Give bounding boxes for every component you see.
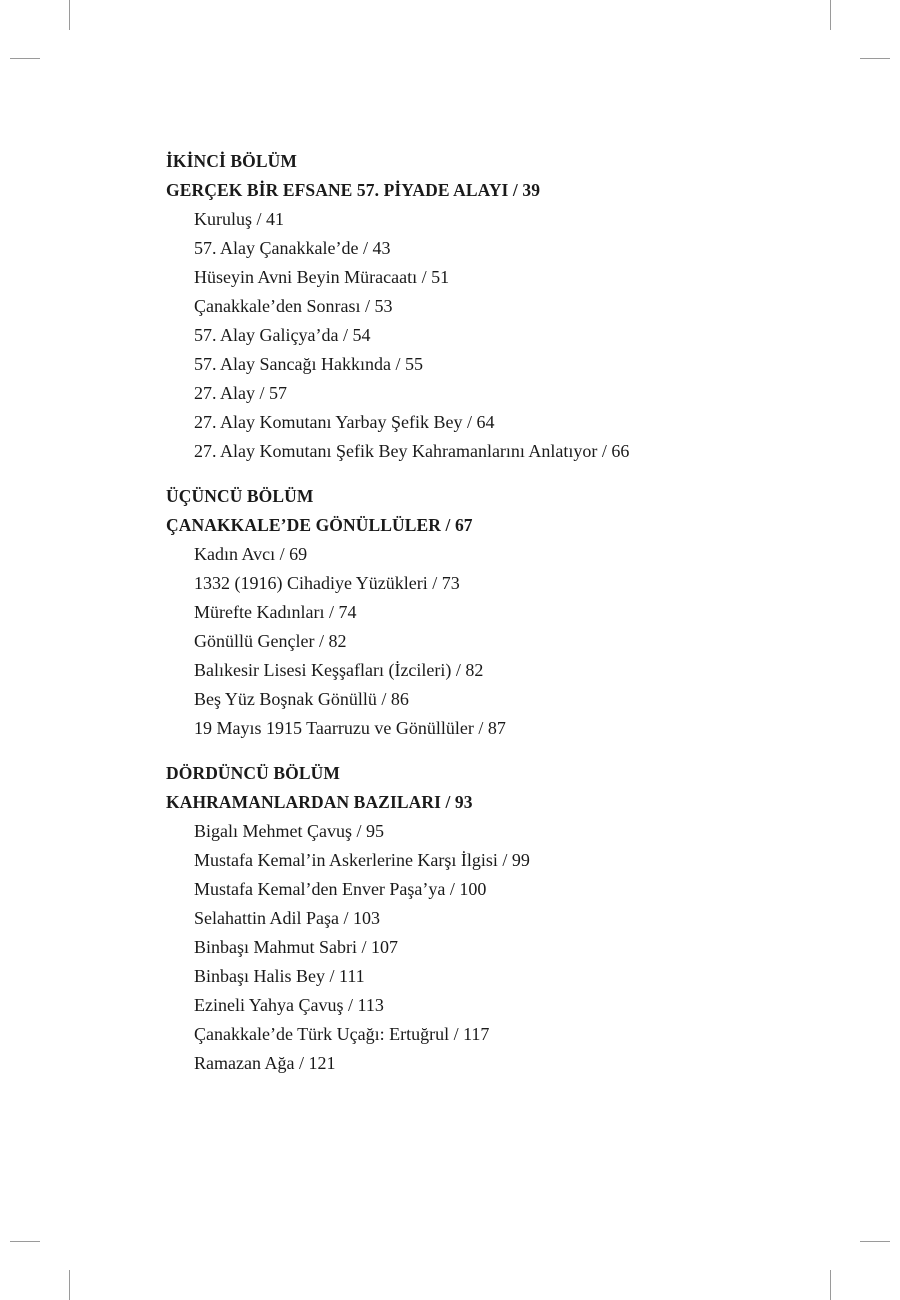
toc-section-ikinci-bolum xyxy=(166,147,866,466)
toc-section-dorduncu-bolum xyxy=(166,759,866,1078)
toc-entry: 19 Mayıs 1915 Taarruzu ve Gönüllüler / 87 xyxy=(194,718,506,738)
section-title: GERÇEK BİR EFSANE 57. PİYADE ALAYI / 39 xyxy=(166,180,541,200)
toc-entry: Gönüllü Gençler / 82 xyxy=(194,631,347,651)
toc-entry: Kadın Avcı / 69 xyxy=(194,544,308,564)
crop-mark-bottom-left-vertical xyxy=(69,1270,70,1300)
toc-entry: 57. Alay Çanakkale’de / 43 xyxy=(194,238,391,258)
toc-entry: Mustafa Kemal’in Askerlerine Karşı İlgisi / 99 xyxy=(194,850,530,870)
toc-entry: Binbaşı Halis Bey / 111 xyxy=(194,966,365,986)
toc-entry: 27. Alay Komutanı Yarbay Şefik Bey / 64 xyxy=(194,412,495,432)
toc-entry: 27. Alay Komutanı Şefik Bey Kahramanlarını Anlatıyor / 66 xyxy=(194,441,630,461)
crop-mark-bottom-right-vertical xyxy=(830,1270,831,1300)
toc-entry: Mürefte Kadınları / 74 xyxy=(194,602,357,622)
toc-entry: Balıkesir Lisesi Keşşafları (İzcileri) / 82 xyxy=(194,660,484,680)
crop-mark-top-right-vertical xyxy=(830,0,831,30)
toc-section-ucuncu-bolum xyxy=(166,482,866,743)
toc-entry: Binbaşı Mahmut Sabri / 107 xyxy=(194,937,398,957)
toc-entry: Selahattin Adil Paşa / 103 xyxy=(194,908,380,928)
toc-entry: 57. Alay Galiçya’da / 54 xyxy=(194,325,371,345)
section-entries xyxy=(166,540,866,743)
crop-mark-top-right-horizontal xyxy=(860,58,890,59)
toc-entry: 57. Alay Sancağı Hakkında / 55 xyxy=(194,354,423,374)
crop-mark-top-left-horizontal xyxy=(10,58,40,59)
toc-entry: 1332 (1916) Cihadiye Yüzükleri / 73 xyxy=(194,573,460,593)
section-part-label: ÜÇÜNCÜ BÖLÜM xyxy=(166,486,314,506)
table-of-contents xyxy=(166,147,866,1094)
toc-entry: Çanakkale’de Türk Uçağı: Ertuğrul / 117 xyxy=(194,1024,490,1044)
toc-entry: Bigalı Mehmet Çavuş / 95 xyxy=(194,821,384,841)
section-entries xyxy=(166,205,866,466)
crop-mark-bottom-left-horizontal xyxy=(10,1241,40,1242)
toc-entry: 27. Alay / 57 xyxy=(194,383,287,403)
toc-entry: Çanakkale’den Sonrası / 53 xyxy=(194,296,393,316)
section-part-label: İKİNCİ BÖLÜM xyxy=(166,151,298,171)
section-entries xyxy=(166,817,866,1078)
section-title: ÇANAKKALE’DE GÖNÜLLÜLER / 67 xyxy=(166,515,473,535)
section-title: KAHRAMANLARDAN BAZILARI / 93 xyxy=(166,792,473,812)
section-part-label: DÖRDÜNCÜ BÖLÜM xyxy=(166,763,340,783)
toc-entry: Ramazan Ağa / 121 xyxy=(194,1053,336,1073)
crop-mark-bottom-right-horizontal xyxy=(860,1241,890,1242)
toc-entry: Beş Yüz Boşnak Gönüllü / 86 xyxy=(194,689,409,709)
toc-entry: Ezineli Yahya Çavuş / 113 xyxy=(194,995,384,1015)
toc-entry: Mustafa Kemal’den Enver Paşa’ya / 100 xyxy=(194,879,487,899)
crop-mark-top-left-vertical xyxy=(69,0,70,30)
toc-entry: Kuruluş / 41 xyxy=(194,209,284,229)
toc-entry: Hüseyin Avni Beyin Müracaatı / 51 xyxy=(194,267,450,287)
